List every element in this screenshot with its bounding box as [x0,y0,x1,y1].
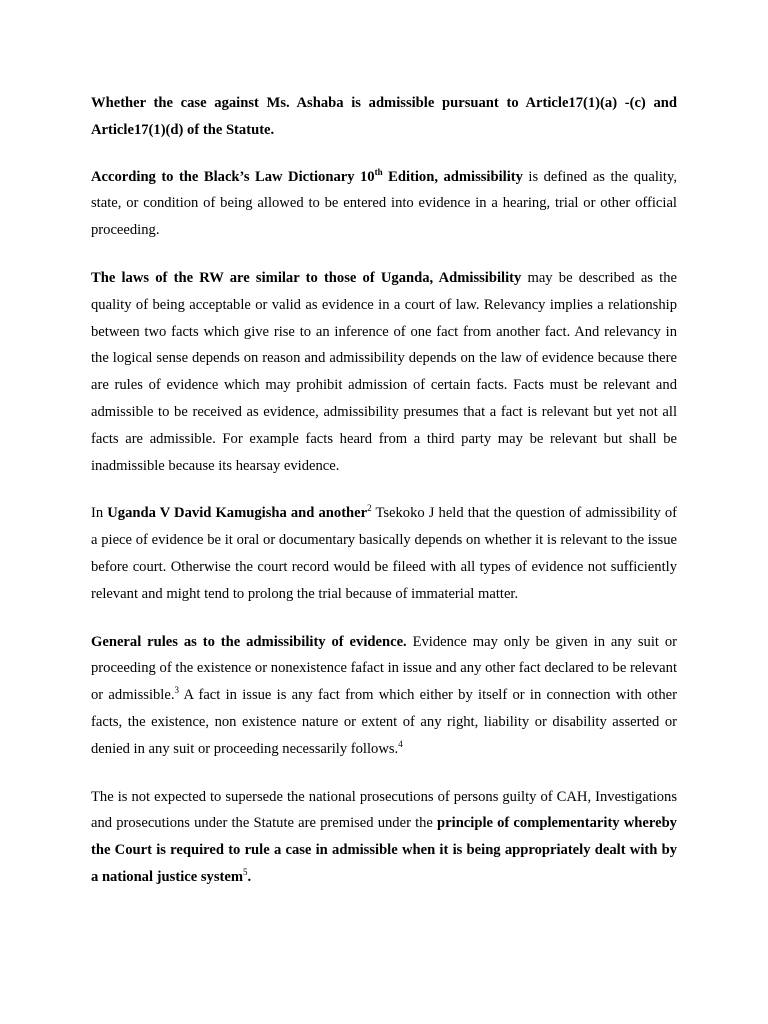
paragraph-issue-heading [91,90,677,144]
definition-source-bold: According to the Black’s Law Dictionary 10 [91,168,375,185]
footnote-ref-3: 3 [174,685,179,696]
document-body [91,90,677,912]
complementarity-period: . [247,868,252,885]
paragraph-laws-of-rw [91,265,677,479]
laws-text: may be described as the quality of being acceptable or valid as evidence in a court of law. Relevancy implies a relationship between two facts which give rise to an inference of one fact from another fact. And relevancy in the logical sense depends on reason and admissibility depends on the law of evidence because there are rules of evidence which may prohibit admission of certain facts. Facts must be relevant and admissible to be received as evidence, admissibility presumes that a fact is relevant but yet not all facts are admissible. For example facts heard from a third party may be relevant but shall be inadmissible because its hearsay evidence. [91,269,677,474]
laws-lead-bold: The laws of the RW are similar to those of Uganda, Admissibility [91,269,522,286]
general-rules-bold: General rules as to the admissibility of evidence. [91,633,407,650]
definition-term-bold: Edition, admissibility [382,168,523,185]
footnote-ref-2: 2 [367,503,372,514]
edition-superscript: th [374,166,383,177]
footnote-ref-5: 5 [243,866,248,877]
paragraph-definition [91,164,677,244]
case-name-bold: Uganda V David Kamugisha and another [107,505,368,522]
general-rules-text-a: Evidence may only be given in any suit or proceeding of the existence or nonexistence fafact in issue and any other fact declared to be relevant or admissible. [91,633,677,704]
paragraph-general-rules [91,629,677,763]
paragraph-complementarity [91,784,677,891]
footnote-ref-4: 4 [398,738,403,749]
general-rules-text-b: A fact in issue is any fact from which either by itself or in connection with other facts, the existence, non existence nature or extent of any right, liability or disability asserted or denied in any suit or proceeding necessarily follows. [91,687,677,757]
complementarity-principle-bold: principle of complementarity whereby the Court is required to rule a case in admissible when it is being appropriately dealt with by a national justice system [91,815,677,885]
definition-text: is defined as the quality, state, or condition of being allowed to be entered into evidence in a hearing, trial or other official proceeding. [91,168,677,239]
complementarity-text: The is not expected to supersede the national prosecutions of persons guilty of CAH, Investigations and prosecutions under the Statute are premised under the [91,788,677,832]
case-holding-text: Tsekoko J held that the question of admissibility of a piece of evidence be it oral or documentary basically depends on whether it is relevant to the issue before court. Otherwise the court record would be fileed with all types of evidence not sufficiently relevant and might tend to prolong the trial because of immaterial matter. [91,505,677,602]
paragraph-case-law [91,500,677,607]
issue-heading-text: Whether the case against Ms. Ashaba is admissible pursuant to Article17(1)(a) -(c) and Article17(1)(d) of the Statute. [91,95,677,138]
case-intro-text: In [91,505,108,522]
